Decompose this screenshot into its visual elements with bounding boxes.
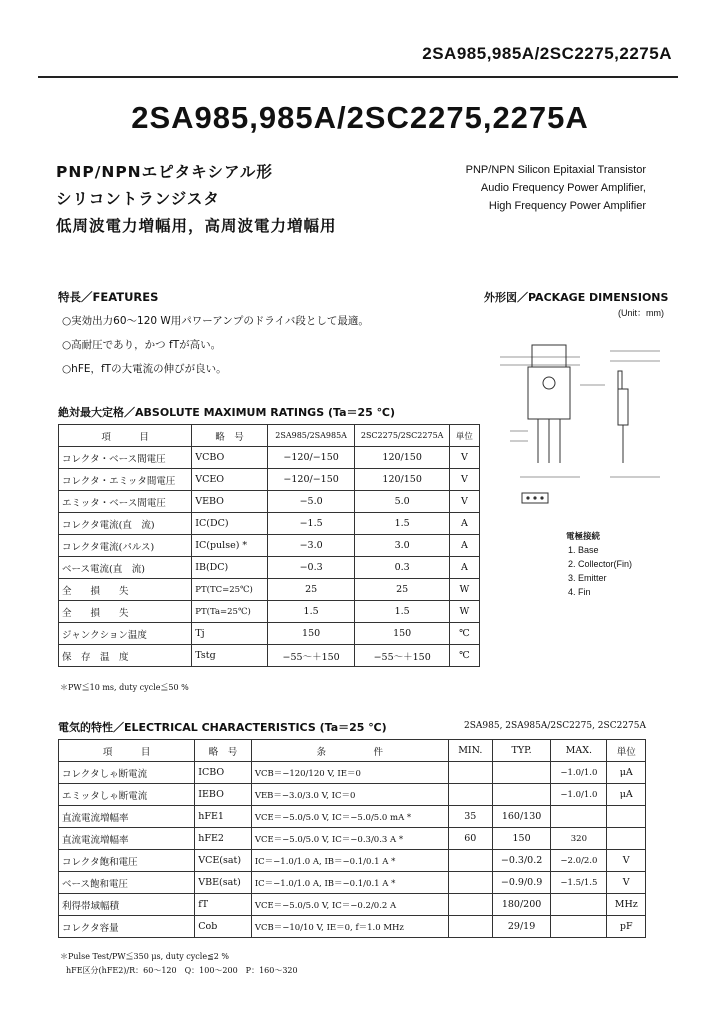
- col-header: 項 目: [59, 740, 195, 762]
- table-cell: 全 損 失: [59, 601, 192, 623]
- table-row: [59, 784, 646, 806]
- feature-item: ○hFE，fTの大電流の伸びが良い。: [62, 363, 227, 375]
- table-row: [59, 645, 480, 667]
- pin-label: 3. Emitter: [568, 573, 607, 583]
- table-cell: [551, 806, 607, 828]
- table-cell: 1.5: [355, 513, 449, 535]
- table-cell: −5.0: [267, 491, 355, 513]
- table-cell: fT: [195, 894, 252, 916]
- table-cell: 120/150: [355, 469, 449, 491]
- table-cell: W: [449, 601, 479, 623]
- col-header: 単位: [449, 425, 479, 447]
- table-cell: A: [449, 535, 479, 557]
- table-cell: 25: [267, 579, 355, 601]
- abs-max-title: 絶対最大定格／ABSOLUTE MAXIMUM RATINGS (Ta＝25 ℃): [58, 406, 395, 419]
- col-header: 2SA985/2SA985A: [267, 425, 355, 447]
- table-cell: 直流電流増幅率: [59, 806, 195, 828]
- table-cell: ℃: [449, 645, 479, 667]
- table-cell: −3.0: [267, 535, 355, 557]
- table-cell: [448, 784, 492, 806]
- table-cell: [551, 894, 607, 916]
- col-header: 2SC2275/2SC2275A: [355, 425, 449, 447]
- table-row: [59, 535, 480, 557]
- jp-title-line-2: シリコントランジスタ: [56, 190, 220, 208]
- elec-note-hfe-class: hFE区分(hFE2)/R：60～120 Q：100～200 P：160～320: [66, 966, 298, 975]
- table-cell: コレクタ飽和電圧: [59, 850, 195, 872]
- table-cell: ℃: [449, 623, 479, 645]
- table-cell: IEBO: [195, 784, 252, 806]
- table-cell: −1.0/1.0: [551, 784, 607, 806]
- table-cell: IB(DC): [192, 557, 268, 579]
- table-cell: V: [449, 491, 479, 513]
- package-drawing: [470, 335, 675, 520]
- table-cell: 利得帯域幅積: [59, 894, 195, 916]
- table-row: [59, 469, 480, 491]
- table-row: [59, 491, 480, 513]
- table-cell: W: [449, 579, 479, 601]
- table-cell: V: [607, 850, 646, 872]
- page-title: 2SA985,985A/2SC2275,2275A: [131, 100, 589, 135]
- table-cell: A: [449, 513, 479, 535]
- pin-label: 1. Base: [568, 545, 599, 555]
- table-cell: ベース飽和電圧: [59, 872, 195, 894]
- table-cell: コレクタ・エミッタ間電圧: [59, 469, 192, 491]
- table-cell: VCB＝−10/10 V, IE＝0, f＝1.0 MHz: [251, 916, 448, 938]
- table-cell: コレクタしゃ断電流: [59, 762, 195, 784]
- feature-item: ○高耐圧であり，かつ fTが高い。: [62, 339, 222, 351]
- table-cell: −0.3: [267, 557, 355, 579]
- table-row: [59, 806, 646, 828]
- table-cell: PT(TC=25℃): [192, 579, 268, 601]
- table-cell: エミッタしゃ断電流: [59, 784, 195, 806]
- table-cell: 150: [492, 828, 550, 850]
- table-cell: [448, 916, 492, 938]
- abs-max-note: ＊PW≦10 ms, duty cycle≦50 %: [60, 683, 189, 692]
- table-cell: −0.9/0.9: [492, 872, 550, 894]
- table-cell: ICBO: [195, 762, 252, 784]
- table-cell: 150: [267, 623, 355, 645]
- table-cell: 全 損 失: [59, 579, 192, 601]
- table-cell: 0.3: [355, 557, 449, 579]
- package-body: [528, 367, 570, 419]
- elec-title: 電気的特性／ELECTRICAL CHARACTERISTICS (Ta＝25 ℃): [58, 721, 387, 734]
- table-cell: VCBO: [192, 447, 268, 469]
- table-cell: −0.3/0.2: [492, 850, 550, 872]
- header-rule: [38, 76, 678, 78]
- table-row: [59, 557, 480, 579]
- table-cell: [492, 784, 550, 806]
- feature-item: ○実効出力60～120 W用パワーアンプのドライバ段として最適。: [62, 315, 369, 327]
- table-row: [59, 762, 646, 784]
- abs-max-table: [58, 424, 480, 667]
- table-cell: −1.5: [267, 513, 355, 535]
- header-part-number: 2SA985,985A/2SC2275,2275A: [422, 44, 672, 63]
- table-cell: A: [449, 557, 479, 579]
- table-cell: −2.0/2.0: [551, 850, 607, 872]
- table-cell: −55～＋150: [267, 645, 355, 667]
- table-cell: −1.0/1.0: [551, 762, 607, 784]
- col-header: 条 件: [251, 740, 448, 762]
- table-cell: VEB＝−3.0/3.0 V, IC＝0: [251, 784, 448, 806]
- table-cell: IC＝−1.0/1.0 A, IB＝−0.1/0.1 A *: [251, 872, 448, 894]
- table-cell: −120/−150: [267, 469, 355, 491]
- elec-part-numbers: 2SA985, 2SA985A/2SC2275, 2SC2275A: [464, 721, 646, 731]
- table-cell: 3.0: [355, 535, 449, 557]
- table-cell: ジャンクション温度: [59, 623, 192, 645]
- table-cell: −55～＋150: [355, 645, 449, 667]
- jp-title-line-1: PNP/NPNエピタキシアル形: [56, 163, 273, 181]
- table-cell: PT(Ta=25℃): [192, 601, 268, 623]
- table-cell: Cob: [195, 916, 252, 938]
- elec-table: [58, 739, 646, 938]
- table-cell: [448, 762, 492, 784]
- table-cell: エミッタ・ベース間電圧: [59, 491, 192, 513]
- elec-note-pulse: ＊Pulse Test/PW≦350 μs, duty cycle≦2 %: [60, 952, 230, 961]
- mounting-hole: [543, 377, 555, 389]
- table-cell: ベース電流(直 流): [59, 557, 192, 579]
- table-cell: μA: [607, 784, 646, 806]
- table-cell: 1.5: [355, 601, 449, 623]
- table-cell: [448, 850, 492, 872]
- table-cell: VCB＝−120/120 V, IE＝0: [251, 762, 448, 784]
- table-cell: VCEO: [192, 469, 268, 491]
- pin-label: 4. Fin: [568, 587, 591, 597]
- pin-label: 2. Collector(Fin): [568, 559, 633, 569]
- footprint-pin: [540, 496, 543, 499]
- table-row: [59, 828, 646, 850]
- table-cell: コレクタ容量: [59, 916, 195, 938]
- table-cell: VCE＝−5.0/5.0 V, IC＝−5.0/5.0 mA *: [251, 806, 448, 828]
- table-cell: V: [449, 469, 479, 491]
- table-cell: [492, 762, 550, 784]
- table-cell: MHz: [607, 894, 646, 916]
- table-row: [59, 872, 646, 894]
- table-cell: V: [449, 447, 479, 469]
- table-cell: [607, 806, 646, 828]
- col-header: 略 号: [195, 740, 252, 762]
- table-cell: V: [607, 872, 646, 894]
- table-cell: コレクタ・ベース間電圧: [59, 447, 192, 469]
- table-cell: VBE(sat): [195, 872, 252, 894]
- table-cell: 29/19: [492, 916, 550, 938]
- table-cell: VCE(sat): [195, 850, 252, 872]
- side-view-fin: [618, 371, 622, 389]
- table-header-row: [59, 740, 646, 762]
- table-cell: 320: [551, 828, 607, 850]
- table-cell: pF: [607, 916, 646, 938]
- col-header: 略 号: [192, 425, 268, 447]
- table-cell: [607, 828, 646, 850]
- table-header-row: [59, 425, 480, 447]
- footprint-pin: [526, 496, 529, 499]
- table-cell: IC＝−1.0/1.0 A, IB＝−0.1/0.1 A *: [251, 850, 448, 872]
- pins-title: 電極接続: [566, 531, 601, 541]
- col-header: 単位: [607, 740, 646, 762]
- package-title: 外形図／PACKAGE DIMENSIONS: [484, 291, 669, 304]
- table-cell: [551, 916, 607, 938]
- col-header: 項 目: [59, 425, 192, 447]
- en-title-line-1: PNP/NPN Silicon Epitaxial Transistor: [465, 164, 646, 176]
- table-cell: −120/−150: [267, 447, 355, 469]
- table-cell: hFE2: [195, 828, 252, 850]
- table-cell: hFE1: [195, 806, 252, 828]
- table-cell: IC(DC): [192, 513, 268, 535]
- table-cell: IC(pulse) *: [192, 535, 268, 557]
- table-cell: −1.5/1.5: [551, 872, 607, 894]
- table-row: [59, 447, 480, 469]
- table-cell: コレクタ電流(直 流): [59, 513, 192, 535]
- side-view-body: [618, 389, 628, 425]
- table-cell: 60: [448, 828, 492, 850]
- table-cell: μA: [607, 762, 646, 784]
- col-header: TYP.: [492, 740, 550, 762]
- package-unit: (Unit：mm): [618, 308, 664, 318]
- table-cell: 25: [355, 579, 449, 601]
- table-row: [59, 579, 480, 601]
- table-cell: コレクタ電流(パルス): [59, 535, 192, 557]
- table-cell: 180/200: [492, 894, 550, 916]
- table-cell: [448, 894, 492, 916]
- col-header: MIN.: [448, 740, 492, 762]
- table-cell: 保 存 温 度: [59, 645, 192, 667]
- table-cell: Tj: [192, 623, 268, 645]
- col-header: MAX.: [551, 740, 607, 762]
- table-row: [59, 623, 480, 645]
- table-cell: 160/130: [492, 806, 550, 828]
- table-cell: 150: [355, 623, 449, 645]
- table-row: [59, 894, 646, 916]
- jp-title-line-3: 低周波電力増幅用，高周波電力増幅用: [56, 217, 337, 235]
- table-row: [59, 601, 480, 623]
- table-cell: 120/150: [355, 447, 449, 469]
- table-cell: 5.0: [355, 491, 449, 513]
- table-cell: [448, 872, 492, 894]
- table-row: [59, 513, 480, 535]
- package-fin: [532, 345, 566, 367]
- table-cell: VCE＝−5.0/5.0 V, IC＝−0.2/0.2 A: [251, 894, 448, 916]
- en-title-line-3: High Frequency Power Amplifier: [488, 200, 646, 212]
- table-row: [59, 850, 646, 872]
- table-cell: 35: [448, 806, 492, 828]
- en-title-line-2: Audio Frequency Power Amplifier,: [480, 182, 646, 194]
- table-cell: VEBO: [192, 491, 268, 513]
- features-title: 特長／FEATURES: [58, 290, 159, 304]
- table-cell: VCE＝−5.0/5.0 V, IC＝−0.3/0.3 A *: [251, 828, 448, 850]
- footprint-pin: [533, 496, 536, 499]
- table-cell: Tstg: [192, 645, 268, 667]
- table-cell: 直流電流増幅率: [59, 828, 195, 850]
- table-row: [59, 916, 646, 938]
- table-cell: 1.5: [267, 601, 355, 623]
